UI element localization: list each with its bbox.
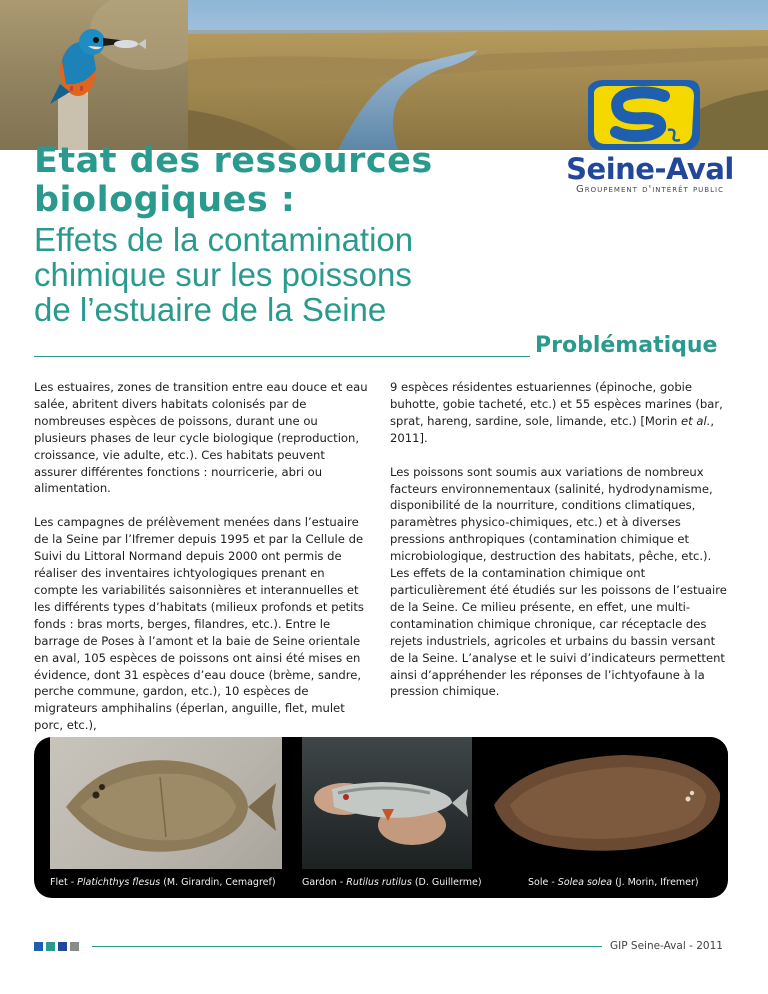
page-subtitle [34,222,514,327]
caption-latin-name: Rutilus rutilus [346,877,412,888]
subtitle-line-3: de l’estuaire de la Seine [34,291,387,328]
caption-latin-name: Solea solea [557,877,613,888]
caption-flet [50,877,276,888]
citation-et-al: et al. [681,413,711,428]
caption-credit: (M. Girardin, Cemagref) [160,877,276,888]
text-column-right [390,379,730,717]
caption-sole [528,877,699,888]
footer-text: GIP Seine-Aval - 2011 [610,940,723,952]
caption-common-name: Flet - [50,877,78,888]
footer-divider [92,946,602,947]
fish-photo-band [34,737,728,898]
subtitle-line-1: Effets de la contamination [34,221,414,258]
caption-common-name: Sole - [528,877,558,888]
caption-credit: (D. Guillerme) [411,877,482,888]
caption-common-name: Gardon - [302,877,347,888]
section-divider [34,356,530,357]
footer-square [70,942,79,951]
sole-illustration [484,737,728,869]
logo-subtitle: Groupement d'intérêt public [576,184,724,195]
flet-photo [50,737,282,869]
paragraph [390,379,730,447]
section-title: Problématique [535,333,718,358]
paragraph: Les poissons sont soumis aux variations de nombreux facteurs environnementaux (salinité, hydrodynamisme, disponibilité de la nourriture, conditions climatiques, paramètres physico-chimiques, etc.) et à diverses pressions anthropiques (contamination chimique et microbiologique, destruction des habitats, pêche, etc.). Les effets de la contamination chimique ont particulièrement été étudiés sur les poissons de l’estuaire de la Seine. Ce milieu présente, en effet, une multi-contamination chimique chronique, car réceptacle des rejets industriels, agricoles et urbains du bassin versant de la Seine. L’analyse et le suivi d’indicateurs permettent ainsi d’appréhender les réponses de l’ichtyofaune à la pression chimique. [390,464,727,699]
caption-gardon [302,877,482,888]
kingfisher-illustration [0,0,188,150]
kingfisher-photo [0,0,188,150]
title-line-1: Etat des ressources [34,141,433,181]
logo-name: Seine-Aval [566,152,734,186]
caption-latin-name: Platichthys flesus [77,877,161,888]
sole-photo [484,737,728,869]
paragraph-text: , 2011]. [390,413,715,445]
title-line-2: biologiques : [34,180,296,220]
footer-square [34,942,43,951]
subtitle-line-2: chimique sur les poissons [34,256,412,293]
text-column-left [34,379,368,751]
seine-aval-logo [548,78,748,194]
footer-square [58,942,67,951]
paragraph-text: 9 espèces résidentes estuariennes (épinoche, gobie buhotte, gobie tacheté, etc.) et 55 espèces marines (bar, sprat, hareng, sardine, sole, limande, etc.) [Morin [390,380,723,428]
page-title [34,142,504,220]
caption-credit: (J. Morin, Ifremer) [612,877,699,888]
paragraph: Les estuaires, zones de transition entre eau douce et eau salée, abritent divers habitats colonisés par de nombreuses espèces de poissons, durant une ou plusieurs phases de leur cycle biologique (reproduction, croissance, vie adulte, etc.). Ces habitats peuvent assurer différentes fonctions : nourricerie, abri ou alimentation. [34,380,368,496]
gardon-photo [302,737,472,869]
paragraph: Les campagnes de prélèvement menées dans l’estuaire de la Seine par l’Ifremer depuis 1995 et par la Cellule de Suivi du Littoral Normand depuis 2000 ont permis de réaliser des inventaires ichtyologiques prenant en compte les variabilités saisonnières et interannuelles et les différents types d’habitats (milieux profonds et petits fonds : bras morts, berges, filandres, etc.). Entre le barrage de Poses à l’amont et la baie de Seine orientale en aval, 105 espèces de poissons ont ainsi été mises en évidence, dont 31 espèces d’eau douce (brème, sandre, perche commune, gardon, etc.), 10 espèces de migrateurs amphihalins (éperlan, anguille, flet, mulet porc, etc.), [34,515,364,733]
flounder-illustration [50,737,282,869]
roach-illustration [302,737,472,869]
footer-square [46,942,55,951]
seine-aval-logo-mark-icon [584,78,704,152]
